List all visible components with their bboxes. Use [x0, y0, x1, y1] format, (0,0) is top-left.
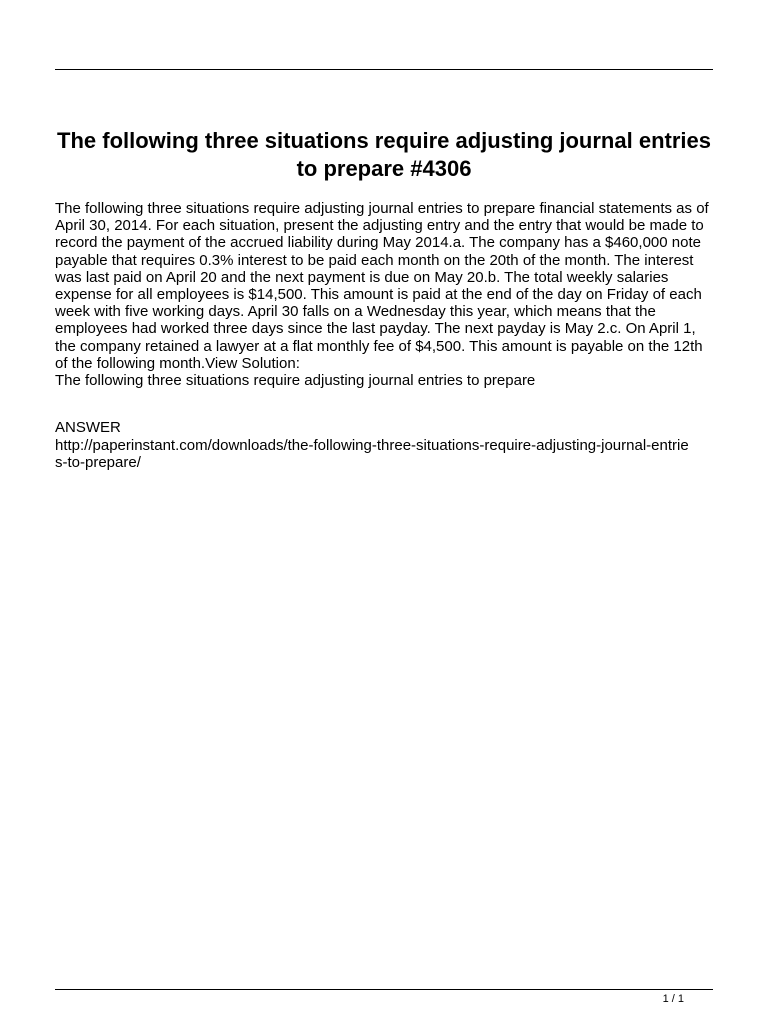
document-title: The following three situations require adjusting journal entries to prepare #4306 — [57, 128, 711, 181]
page-indicator: 1 / 1 — [662, 993, 684, 1005]
body-paragraph: The following three situations require adjusting journal entries to prepare financial statements as of April 30, 2014. For each situation, present the adjusting entry and the entry that would be made to record the payment of the accrued liability during May 2014.a. The company has a $460,000 note payable that requires 0.3% interest to be paid each month on the 20th of the month. The interest was last paid on April 20 and the next payment is due on May 20.b. The total weekly salaries expense for all employees is $14,500. This amount is paid at the end of the day on Friday of each week with five working days. April 30 falls on a Wednesday this year, which means that the employees had worked three days since the last payday. The next payday is May 2.c. On April 1, the company retained a lawyer at a flat monthly fee of $4,500. This amount is payable on the 12th of the following month.View Solution: — [55, 200, 709, 372]
summary-line: The following three situations require adjusting journal entries to prepare — [55, 372, 536, 390]
answer-label: ANSWER — [55, 419, 121, 436]
header-divider — [55, 69, 713, 70]
footer-divider — [55, 989, 713, 990]
answer-link[interactable]: http://paperinstant.com/downloads/the-following-three-situations-require-adjusting-journal-entries-to-prepare/ — [55, 437, 689, 472]
document-body — [55, 200, 717, 389]
